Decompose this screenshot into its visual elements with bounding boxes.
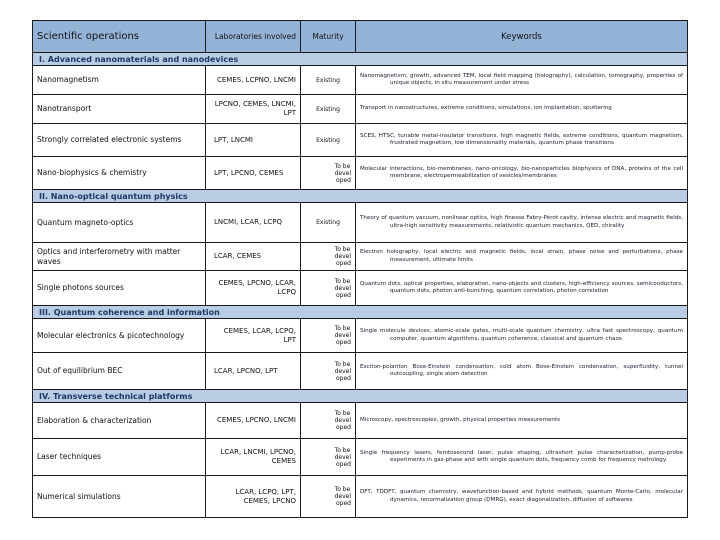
- section-title: I. Advanced nanomaterials and nanodevices: [33, 53, 688, 66]
- keywords-cell: [356, 243, 688, 271]
- labs-cell: CEMES, LPCNO, LCAR, LCPQ: [206, 271, 301, 306]
- maturity-line: oped: [336, 460, 351, 468]
- maturity-line: devel: [334, 493, 351, 500]
- operation-cell: Laser techniques: [33, 439, 206, 476]
- scientific-operations-table: [32, 20, 688, 518]
- keywords-cell: [356, 124, 688, 157]
- keywords-cell: [356, 95, 688, 124]
- maturity-tbd: [335, 246, 351, 267]
- header-maturity: Maturity: [301, 21, 356, 53]
- maturity-line: oped: [336, 374, 351, 382]
- keywords-cell: [356, 403, 688, 439]
- maturity-line: devel: [334, 253, 351, 260]
- maturity-cell: [301, 157, 356, 190]
- keywords-text: Single frequency lasers, femtosecond laser, pulse shaping, ultrashort pulse characterization, pump-probe experiments in gas-phase and with single quantum dots, frequency comb for frequency metrology.: [360, 449, 683, 463]
- labs-cell: LCAR, LNCMI, LPCNO, CEMES: [206, 439, 301, 476]
- keywords-text: Exciton-polariton Bose-Einstein condensation, cold atom Bose-Einstein condensation, superfluidity, tunnel outcoupling, single atom detection: [360, 363, 683, 377]
- maturity-tbd: [335, 278, 351, 299]
- section-row: [33, 190, 688, 203]
- table-row: [33, 353, 688, 390]
- keywords-cell: [356, 157, 688, 190]
- table-row: [33, 157, 688, 190]
- maturity-line: To be: [334, 486, 351, 493]
- maturity-cell: [301, 243, 356, 271]
- operation-cell: Molecular electronics & picotechnology: [33, 319, 206, 353]
- keywords-text: Theory of quantum vacuum, nonlinear optics, high finesse Fabry-Pérot cavity, intense electric and magnetic fields, ultra-high sensitivity measurements, relativistic quantum mechanics, QED, chirality: [360, 215, 683, 229]
- labs-cell: LCAR, CEMES: [206, 243, 301, 271]
- keywords-cell: [356, 439, 688, 476]
- maturity-cell: [301, 353, 356, 390]
- keywords-text: SCES, HTSC, tunable metal-insulator transitions, high magnetic fields, extreme conditions, quantum magnetism, frustrated magnetism, low dimensionality materials, quantum phase transitions: [360, 132, 683, 146]
- section-row: [33, 306, 688, 319]
- operation-cell: Strongly correlated electronic systems: [33, 124, 206, 157]
- keywords-text: Nanomagnetism, growth, advanced TEM, local field mapping (holography), calculation, tomography, properties of unique objects, in situ measurement under stress: [360, 72, 683, 86]
- keywords-text: Transport in nanostructures, extreme conditions, simulations, ion implantation, sputtering: [360, 105, 612, 112]
- labs-cell: CEMES, LCPNO, LNCMI: [206, 66, 301, 95]
- operation-cell: Single photons sources: [33, 271, 206, 306]
- maturity-line: To be: [334, 246, 351, 253]
- header-operations: Scientific operations: [33, 21, 206, 53]
- operation-cell: Numerical simulations: [33, 476, 206, 518]
- maturity-tbd: [335, 486, 351, 507]
- table-row: [33, 243, 688, 271]
- maturity-line: To be: [334, 446, 351, 454]
- maturity-line: oped: [336, 291, 351, 299]
- labs-cell: LCAR, LPCNO, LPT: [206, 353, 301, 390]
- maturity-line: To be: [334, 325, 351, 332]
- keywords-cell: [356, 271, 688, 306]
- keywords-cell: [356, 66, 688, 95]
- section-title: II. Nano-optical quantum physics: [33, 190, 688, 203]
- maturity-tbd: [335, 410, 351, 431]
- maturity-tbd: [335, 361, 351, 382]
- operation-cell: Nanotransport: [33, 95, 206, 124]
- maturity-cell: Existing: [301, 66, 356, 95]
- maturity-line: oped: [336, 260, 351, 267]
- header-labs: Laboratories involved: [206, 21, 301, 53]
- keywords-text: Molecular interactions, bio-membranes, nano-oncology, bio-nanoparticles biophysics of DNA, proteins of the cell membrane, electropermeabilization of vesicles/membranes: [360, 165, 683, 179]
- operation-cell: Elaboration & characterization: [33, 403, 206, 439]
- maturity-line: oped: [336, 176, 351, 184]
- maturity-line: To be: [334, 410, 351, 417]
- keywords-cell: [356, 476, 688, 518]
- table-row: [33, 124, 688, 157]
- section-row: [33, 390, 688, 403]
- table-row: [33, 66, 688, 95]
- maturity-line: devel: [334, 367, 351, 375]
- section-title: IV. Transverse technical platforms: [33, 390, 688, 403]
- maturity-line: devel: [334, 284, 351, 292]
- maturity-cell: Existing: [301, 203, 356, 243]
- section-row: [33, 53, 688, 66]
- operation-cell: Optics and interferometry with matter waves: [33, 243, 206, 271]
- table-row: [33, 95, 688, 124]
- operation-cell: Nanomagnetism: [33, 66, 206, 95]
- maturity-line: devel: [334, 417, 351, 424]
- labs-cell: LPT, LNCMI: [206, 124, 301, 157]
- maturity-cell: [301, 403, 356, 439]
- keywords-text: Electron holography, local electric and magnetic fields, local strain, phase noise and perturbations, phase measurement, ultimate limits: [360, 249, 683, 263]
- keywords-cell: [356, 203, 688, 243]
- maturity-cell: Existing: [301, 124, 356, 157]
- keywords-cell: [356, 319, 688, 353]
- labs-cell: LCAR, LCPQ, LPT, CEMES, LPCNO: [206, 476, 301, 518]
- operation-cell: Quantum magneto-optics: [33, 203, 206, 243]
- maturity-tbd: [335, 447, 351, 468]
- maturity-tbd: [335, 325, 351, 346]
- maturity-line: devel: [334, 453, 351, 461]
- table-row: [33, 403, 688, 439]
- maturity-line: oped: [336, 424, 351, 431]
- table-row: [33, 476, 688, 518]
- labs-cell: CEMES, LPCNO, LNCMI: [206, 403, 301, 439]
- header-keywords: Keywords: [356, 21, 688, 53]
- maturity-line: oped: [336, 500, 351, 507]
- labs-cell: LNCMI, LCAR, LCPQ: [206, 203, 301, 243]
- maturity-cell: [301, 439, 356, 476]
- table-header-row: [33, 21, 688, 53]
- maturity-line: To be: [334, 360, 351, 368]
- section-title: III. Quantum coherence and information: [33, 306, 688, 319]
- labs-cell: CEMES, LCAR, LCPQ, LPT: [206, 319, 301, 353]
- maturity-line: devel: [334, 169, 351, 177]
- maturity-line: To be: [334, 162, 351, 170]
- labs-cell: LPCNO, CEMES, LNCMI, LPT: [206, 95, 301, 124]
- maturity-tbd: [335, 163, 351, 184]
- labs-cell: LPT, LPCNO, CEMES: [206, 157, 301, 190]
- operation-cell: Nano-biophysics & chemistry: [33, 157, 206, 190]
- keywords-text: DFT, TDDFT, quantum chemistry, wavefunction-based and hybrid methods, quantum Monte-Carlo, molecular dynamics, renormalization group (DMRG), exact diagonalization, diffusion of softwares: [360, 489, 683, 503]
- operation-cell: Out of equilibrium BEC: [33, 353, 206, 390]
- table-row: [33, 271, 688, 306]
- table-row: [33, 319, 688, 353]
- keywords-text: Microscopy, spectroscopies, growth, physical properties measurements: [360, 416, 561, 423]
- table-row: [33, 203, 688, 243]
- keywords-text: Single molecule devices, atomic-scale gates, multi-scale quantum chemistry, ultra fast spectroscopy, quantum computer, quantum algorithms, quantum coherence, classical and quantum chaos: [360, 328, 683, 342]
- maturity-cell: [301, 271, 356, 306]
- maturity-line: devel: [334, 332, 351, 339]
- maturity-cell: [301, 319, 356, 353]
- maturity-cell: Existing: [301, 95, 356, 124]
- keywords-cell: [356, 353, 688, 390]
- maturity-line: oped: [336, 339, 351, 346]
- table-row: [33, 439, 688, 476]
- maturity-cell: [301, 476, 356, 518]
- keywords-text: Quantum dots, optical properties, elaboration, nano-objects and clusters, high-efficiency sources, semiconductors, quantum dots, photon anti-bunching, quantum correlation, photon correlation: [360, 280, 683, 294]
- maturity-line: To be: [334, 277, 351, 285]
